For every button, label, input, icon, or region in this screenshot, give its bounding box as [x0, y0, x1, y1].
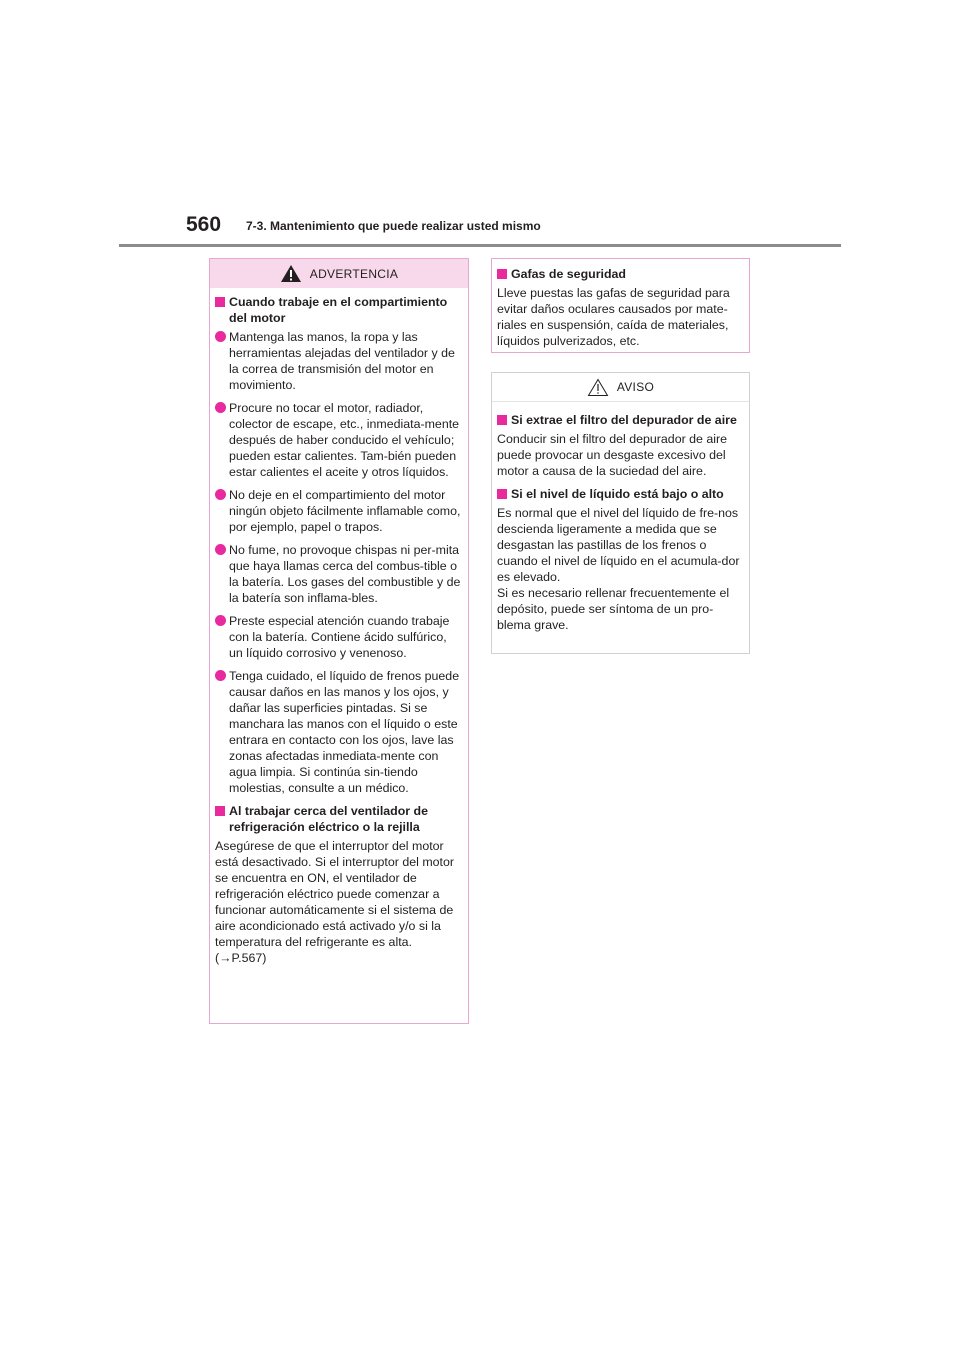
square-bullet-icon [497, 415, 507, 425]
warning-box-header [210, 259, 468, 288]
notice-box-title: AVISO [616, 380, 655, 394]
safety-glasses-box [491, 258, 750, 353]
bullet-text: No fume, no provoque chispas ni per-mita que haya llamas cerca del combus-tible o la batería. Los gases del combustible y de la batería son inflama-bles. [229, 543, 461, 605]
heading-text: Cuando trabaje en el compartimiento del motor [229, 295, 448, 325]
notice-paragraph: Si es necesario rellenar frecuentemente el depósito, puede ser síntoma de un pro-blema grave. [497, 586, 730, 632]
notice-heading-air-filter [497, 412, 744, 428]
warning-triangle-filled-icon [280, 264, 302, 283]
circle-bullet-icon [215, 544, 226, 555]
circle-bullet-icon [215, 489, 226, 500]
warning-bullet [215, 668, 463, 796]
bullet-text: Preste especial atención cuando trabaje con la batería. Contiene ácido sulfúrico, un líquido corrosivo y venenoso. [229, 614, 450, 660]
warning-bullet [215, 400, 463, 480]
notice-paragraph: Es normal que el nivel del líquido de fre-nos descienda ligeramente a medida que se desgastan las pastillas de los frenos o cuando el nivel de líquido en el acumula-dor es elevado. [497, 506, 740, 584]
heading-text: Gafas de seguridad [511, 267, 626, 281]
heading-text: Si extrae el filtro del depurador de aire [511, 413, 737, 427]
circle-bullet-icon [215, 670, 226, 681]
header-rule [119, 244, 841, 247]
square-bullet-icon [497, 269, 507, 279]
square-bullet-icon [215, 806, 225, 816]
notice-heading-fluid-level [497, 486, 744, 502]
bullet-text: Procure no tocar el motor, radiador, colector de escape, etc., inmediata-mente después de haber conducido el vehículo; pueden estar calientes. Tam-bién pueden estar calientes el aceite y otros líquidos. [229, 401, 460, 479]
square-bullet-icon [215, 297, 225, 307]
safety-heading [497, 266, 744, 282]
warning-paragraph [215, 838, 463, 966]
square-bullet-icon [497, 489, 507, 499]
warning-bullet [215, 487, 463, 535]
notice-paragraph: Conducir sin el filtro del depurador de aire puede provocar un desgaste excesivo del motor a causa de la suciedad del aire. [497, 432, 728, 478]
page-reference-link[interactable]: (→P.567) [215, 951, 267, 965]
warning-box-title: ADVERTENCIA [309, 266, 399, 281]
warning-triangle-outline-icon [587, 378, 609, 397]
warning-bullet [215, 613, 463, 661]
circle-bullet-icon [215, 615, 226, 626]
notice-box [491, 372, 750, 654]
circle-bullet-icon [215, 402, 226, 413]
page-number: 560 [186, 213, 222, 236]
section-title: 7-3. Mantenimiento que puede realizar usted mismo [246, 219, 541, 233]
bullet-text: Tenga cuidado, el líquido de frenos puede causar daños en las manos y los ojos, y dañar las superficies pintadas. Si se manchara las manos con el líquido o este entrara en contacto con los ojos, lave las zonas afectadas inmediata-mente con agua limpia. Si continúa sin-tiendo molestias, consulte a un médico. [229, 669, 460, 795]
circle-bullet-icon [215, 331, 226, 342]
warning-bullet [215, 329, 463, 393]
heading-text: Al trabajar cerca del ventilador de refrigeración eléctrico o la rejilla [229, 804, 429, 834]
safety-paragraph: Lleve puestas las gafas de seguridad para evitar daños oculares causados por mate-riales en suspensión, caída de materiales, líquidos pulverizados, etc. [497, 286, 730, 348]
warning-bullet [215, 542, 463, 606]
paragraph-text: Asegúrese de que el interruptor del motor está desactivado. Si el interruptor del motor se encuentra en ON, el ventilador de refrigeración eléctrico puede comenzar a funcionar automáticamente si el sistema de aire acondicionado está activado y/o si la temperatura del refrigerante es alta. [215, 839, 454, 949]
warning-box [209, 258, 469, 1024]
bullet-text: Mantenga las manos, la ropa y las herramientas alejadas del ventilador y de la correa de transmisión del motor en movimiento. [229, 330, 455, 392]
warning-heading-cooling-fan [215, 803, 463, 835]
heading-text: Si el nivel de líquido está bajo o alto [511, 487, 724, 501]
notice-box-header [492, 373, 749, 402]
bullet-text: No deje en el compartimiento del motor ningún objeto fácilmente inflamable como, por ejemplo, papel o trapos. [229, 488, 461, 534]
warning-heading-engine-compartment [215, 294, 463, 326]
